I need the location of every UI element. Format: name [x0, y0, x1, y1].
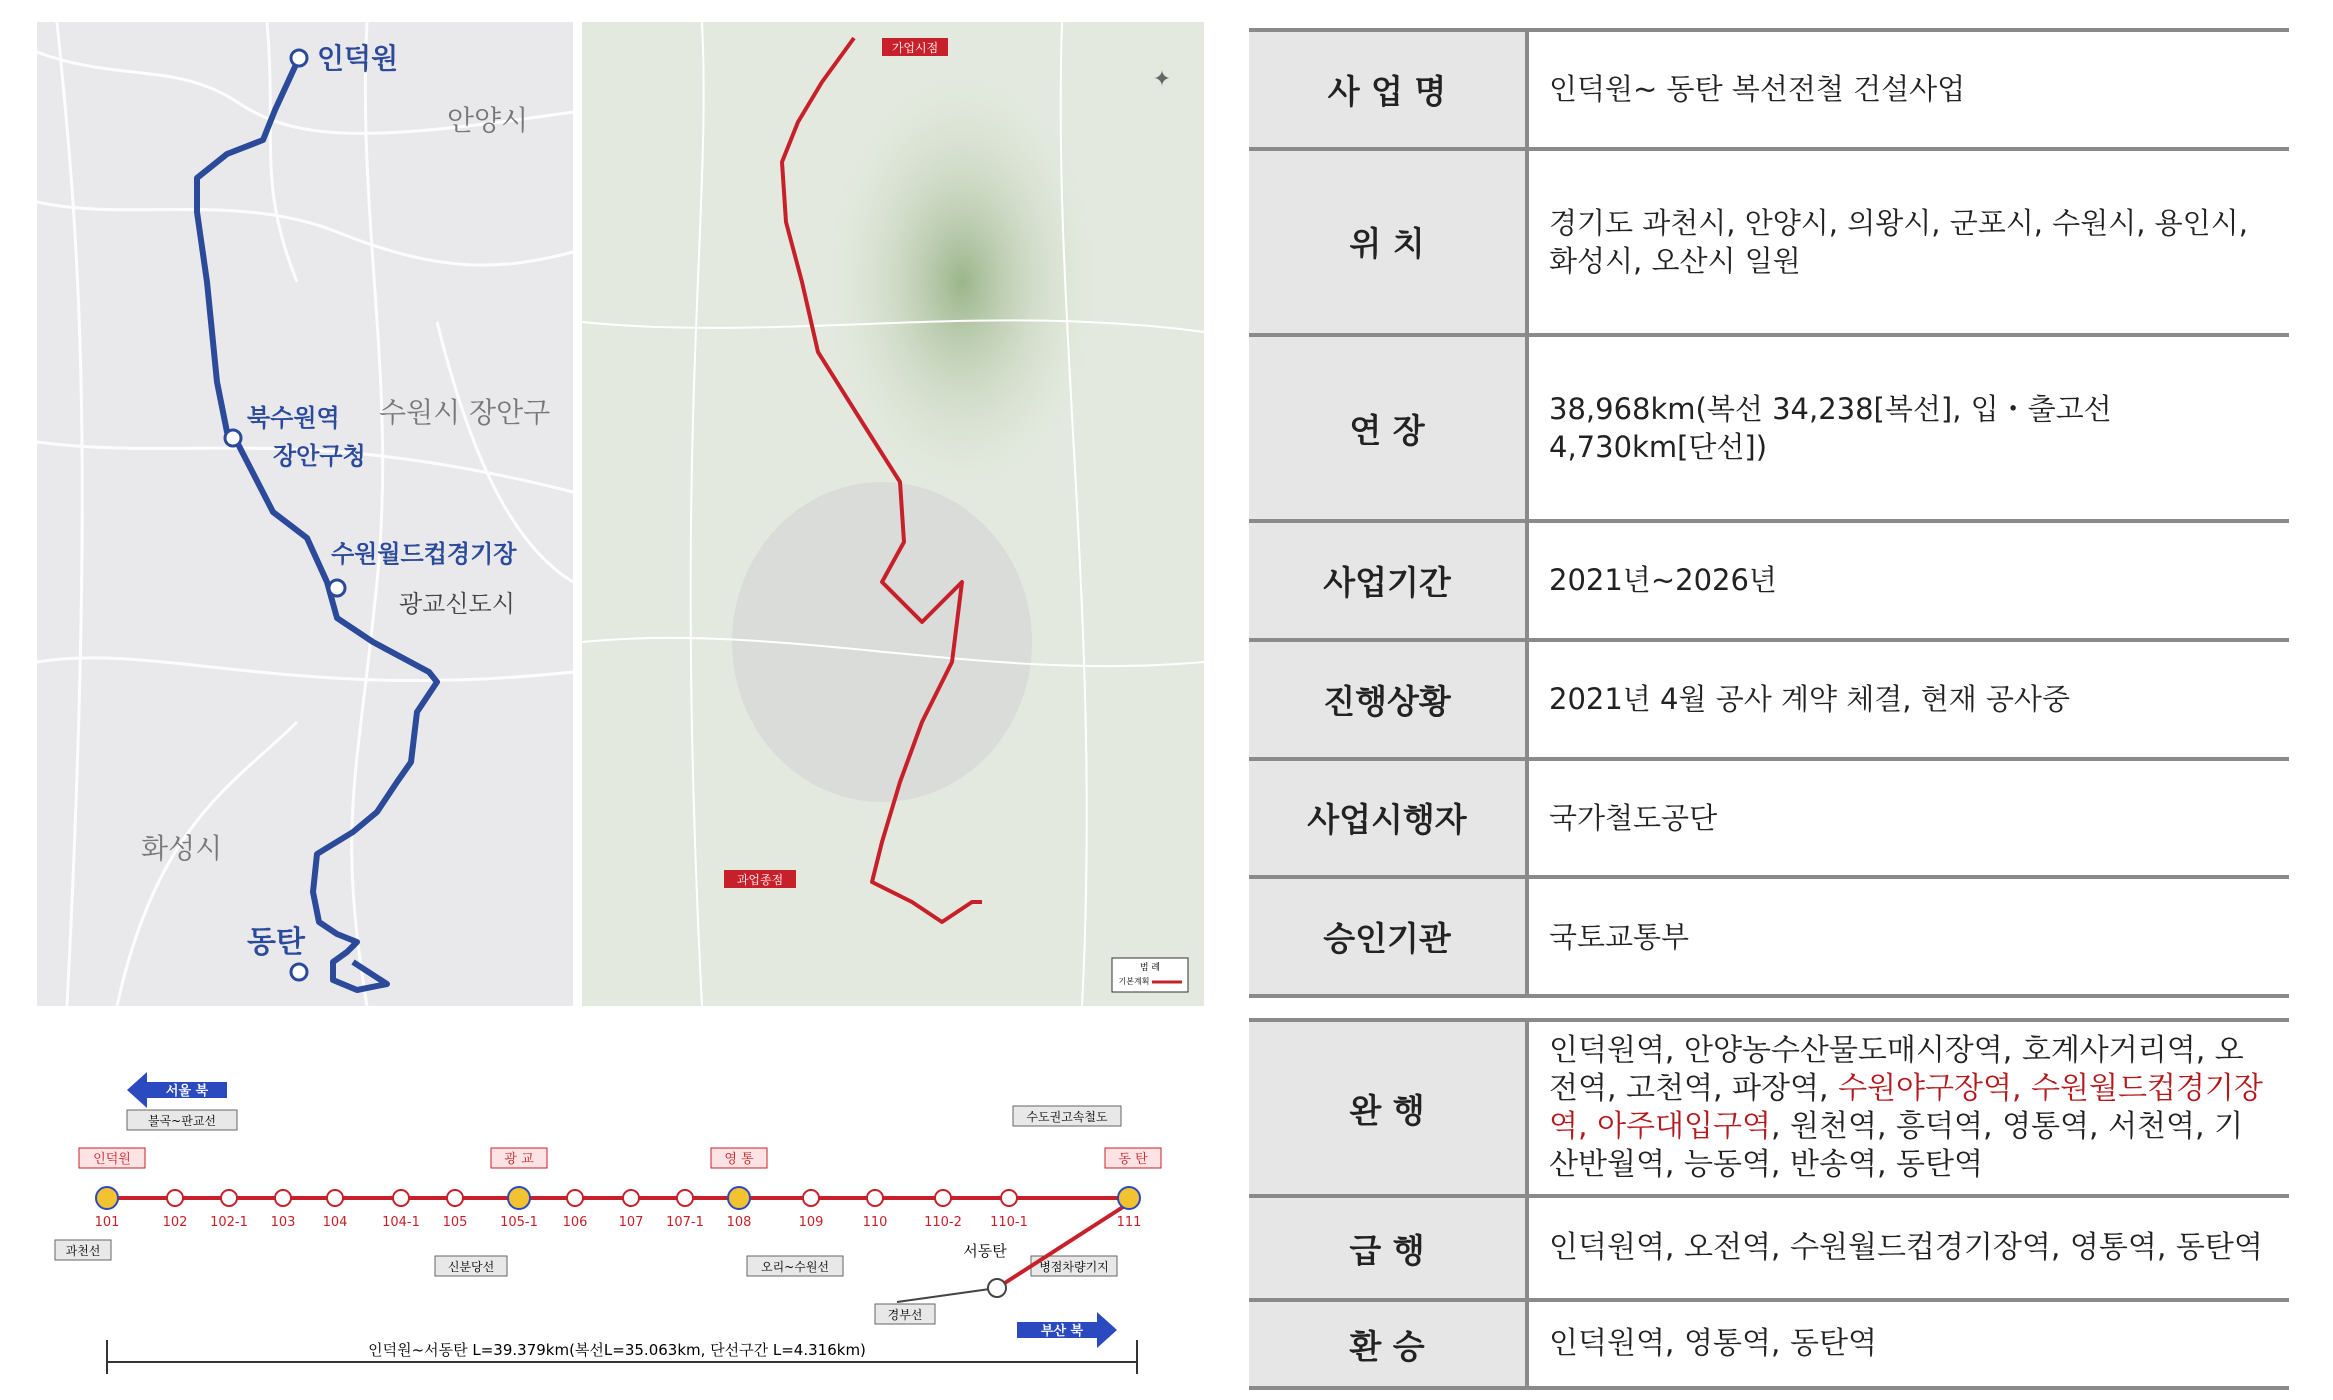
express-label: 급 행: [1249, 1196, 1527, 1300]
local-part1: 인덕원역, 안양농수산물도매시장역, 호계사거리역, 오전역, 고천역, 파장역,: [1549, 1033, 2244, 1106]
station-marker: [677, 1190, 693, 1206]
row-value: 2021년 4월 공사 계약 체결, 현재 공사중: [1527, 640, 2289, 759]
table-row: [1249, 1196, 2289, 1300]
row-value: 38,968km(복선 34,238[복선], 입・출고선 4,730km[단선]): [1527, 335, 2289, 521]
label-induk: 인덕원: [317, 42, 399, 75]
station-marker: [728, 1187, 750, 1209]
route-map-canvas: [582, 22, 1204, 1006]
route-map: [582, 22, 1204, 1006]
label-gwacheon: 과천선: [65, 1244, 101, 1258]
label-dongtan: 동탄: [247, 925, 305, 960]
label-sinbundang: 신분당선: [447, 1260, 495, 1274]
legend-title: 범 례: [1139, 963, 1161, 973]
direction-left: 서울 북: [165, 1084, 209, 1099]
station-code: 104: [322, 1215, 348, 1230]
station-marker: [1001, 1190, 1017, 1206]
row-label: 승인기관: [1249, 877, 1527, 996]
station-code: 106: [562, 1215, 588, 1230]
station-code: 102: [162, 1215, 188, 1230]
station-code-labels: [95, 1215, 1142, 1230]
row-label: 사업기간: [1249, 521, 1527, 640]
area-hwaseong: 화성시: [141, 832, 223, 865]
project-table: [1249, 28, 2289, 998]
line-schematic-canvas: [37, 1040, 1204, 1380]
transfer-label: 환 승: [1249, 1300, 1527, 1388]
service-table: [1249, 1018, 2289, 1390]
row-value: 국토교통부: [1527, 877, 2289, 996]
local-highlight2: 아주대입구역: [1597, 1109, 1771, 1144]
start-label: 가업시점: [891, 41, 939, 55]
row-label: 사 업 명: [1249, 30, 1527, 149]
seodongtan-marker: [988, 1279, 1006, 1297]
station-marker: [803, 1190, 819, 1206]
transfer-induk: 인덕원: [93, 1152, 131, 1167]
area-suwon-jangan: 수원시 장안구: [379, 396, 551, 429]
transfer-yeongtong: 영 통: [724, 1152, 754, 1167]
table-row: [1249, 335, 2289, 521]
row-value: 국가철도공단: [1527, 759, 2289, 878]
table-row: [1249, 759, 2289, 878]
local-stations: [1527, 1020, 2289, 1196]
table-row: [1249, 149, 2289, 335]
express-stations: 인덕원역, 오전역, 수원월드컵경기장역, 영통역, 동탄역: [1527, 1196, 2289, 1300]
transfer-dongtan: 동 탄: [1118, 1152, 1148, 1167]
station-marker: [447, 1190, 463, 1206]
transfer-gwanggyo: 광 교: [504, 1152, 534, 1167]
end-label: 과업종점: [736, 873, 784, 887]
station-code: 103: [270, 1215, 296, 1230]
station-marker: [393, 1190, 409, 1206]
local-label: 완 행: [1249, 1020, 1527, 1196]
row-label: 사업시행자: [1249, 759, 1527, 878]
overview-map: [37, 22, 573, 1006]
compass-icon: ✦: [1152, 67, 1172, 92]
station-marker-dongtan: [291, 964, 307, 980]
station-marker: [167, 1190, 183, 1206]
station-marker: [327, 1190, 343, 1206]
station-marker: [867, 1190, 883, 1206]
station-code: 105-1: [500, 1215, 538, 1230]
row-label: 연 장: [1249, 335, 1527, 521]
service-info-table: [1249, 1018, 2289, 1390]
label-janganguchung: 장안구청: [273, 442, 366, 470]
station-marker: [508, 1187, 530, 1209]
transfer-stations: 인덕원역, 영통역, 동탄역: [1527, 1300, 2289, 1388]
label-buksuwon: 북수원역: [247, 404, 340, 432]
station-code: 108: [726, 1215, 752, 1230]
station-code: 110: [862, 1215, 888, 1230]
label-sudogwon: 수도권고속철도: [1026, 1110, 1108, 1124]
table-row: [1249, 877, 2289, 996]
project-info-table: [1249, 28, 2289, 998]
row-value: 2021년~2026년: [1527, 521, 2289, 640]
station-code: 109: [798, 1215, 824, 1230]
station-marker: [221, 1190, 237, 1206]
area-gwanggyo: 광교신도시: [399, 590, 515, 618]
area-anyang: 안양시: [447, 104, 529, 137]
station-code: 101: [94, 1215, 120, 1230]
station-code: 107: [618, 1215, 644, 1230]
station-code: 110-1: [990, 1215, 1028, 1230]
table-row: [1249, 30, 2289, 149]
station-marker-induk: [291, 50, 307, 66]
row-label: 위 치: [1249, 149, 1527, 335]
legend-item: 기본계획: [1118, 977, 1150, 986]
station-code: 107-1: [666, 1215, 704, 1230]
station-code: 111: [1116, 1215, 1142, 1230]
row-label: 진행상황: [1249, 640, 1527, 759]
direction-right: 부산 북: [1040, 1324, 1084, 1339]
local-highlight1: 수원야구장역, 수원월드컵경기장역,: [1549, 1071, 2263, 1144]
table-row: [1249, 1300, 2289, 1388]
station-marker: [275, 1190, 291, 1206]
station-marker: [623, 1190, 639, 1206]
table-row: [1249, 521, 2289, 640]
table-row: [1249, 1020, 2289, 1196]
label-ori-suwon: 오리~수원선: [760, 1260, 830, 1274]
overview-map-canvas: [37, 22, 573, 1006]
label-byeongjeom: 병점차량기지: [1039, 1260, 1109, 1274]
label-seodongtan: 서동탄: [963, 1242, 1007, 1260]
route-line: [197, 58, 437, 990]
row-value: 경기도 과천시, 안양시, 의왕시, 군포시, 수원시, 용인시, 화성시, 오산시 일원: [1527, 149, 2289, 335]
station-marker: [567, 1190, 583, 1206]
station-code: 104-1: [382, 1215, 420, 1230]
line-summary: 인덕원~서동탄 L=39.379km(복선L=35.063km, 단선구간 L=4.316km): [368, 1341, 866, 1359]
station-code: 105: [442, 1215, 468, 1230]
station-code: 102-1: [210, 1215, 248, 1230]
label-bulgok: 불곡~판교선: [147, 1114, 217, 1128]
line-schematic: [37, 1040, 1204, 1380]
label-gyeongbu: 경부선: [887, 1308, 923, 1322]
station-marker-buksuwon: [225, 430, 241, 446]
station-marker: [935, 1190, 951, 1206]
station-marker-worldcup: [329, 580, 345, 596]
station-marker: [1118, 1187, 1140, 1209]
row-value: 인덕원~ 동탄 복선전철 건설사업: [1527, 30, 2289, 149]
station-code: 110-2: [924, 1215, 962, 1230]
station-marker: [96, 1187, 118, 1209]
gyeongbu-line: [897, 1288, 997, 1302]
background-roads: [37, 22, 573, 1006]
table-row: [1249, 640, 2289, 759]
local-part2: , 원천역, 흥덕역, 영통역, 서천역, 기산반월역, 능동역, 반송역, 동탄역: [1549, 1109, 2244, 1182]
label-worldcup: 수원월드컵경기장: [331, 540, 517, 568]
